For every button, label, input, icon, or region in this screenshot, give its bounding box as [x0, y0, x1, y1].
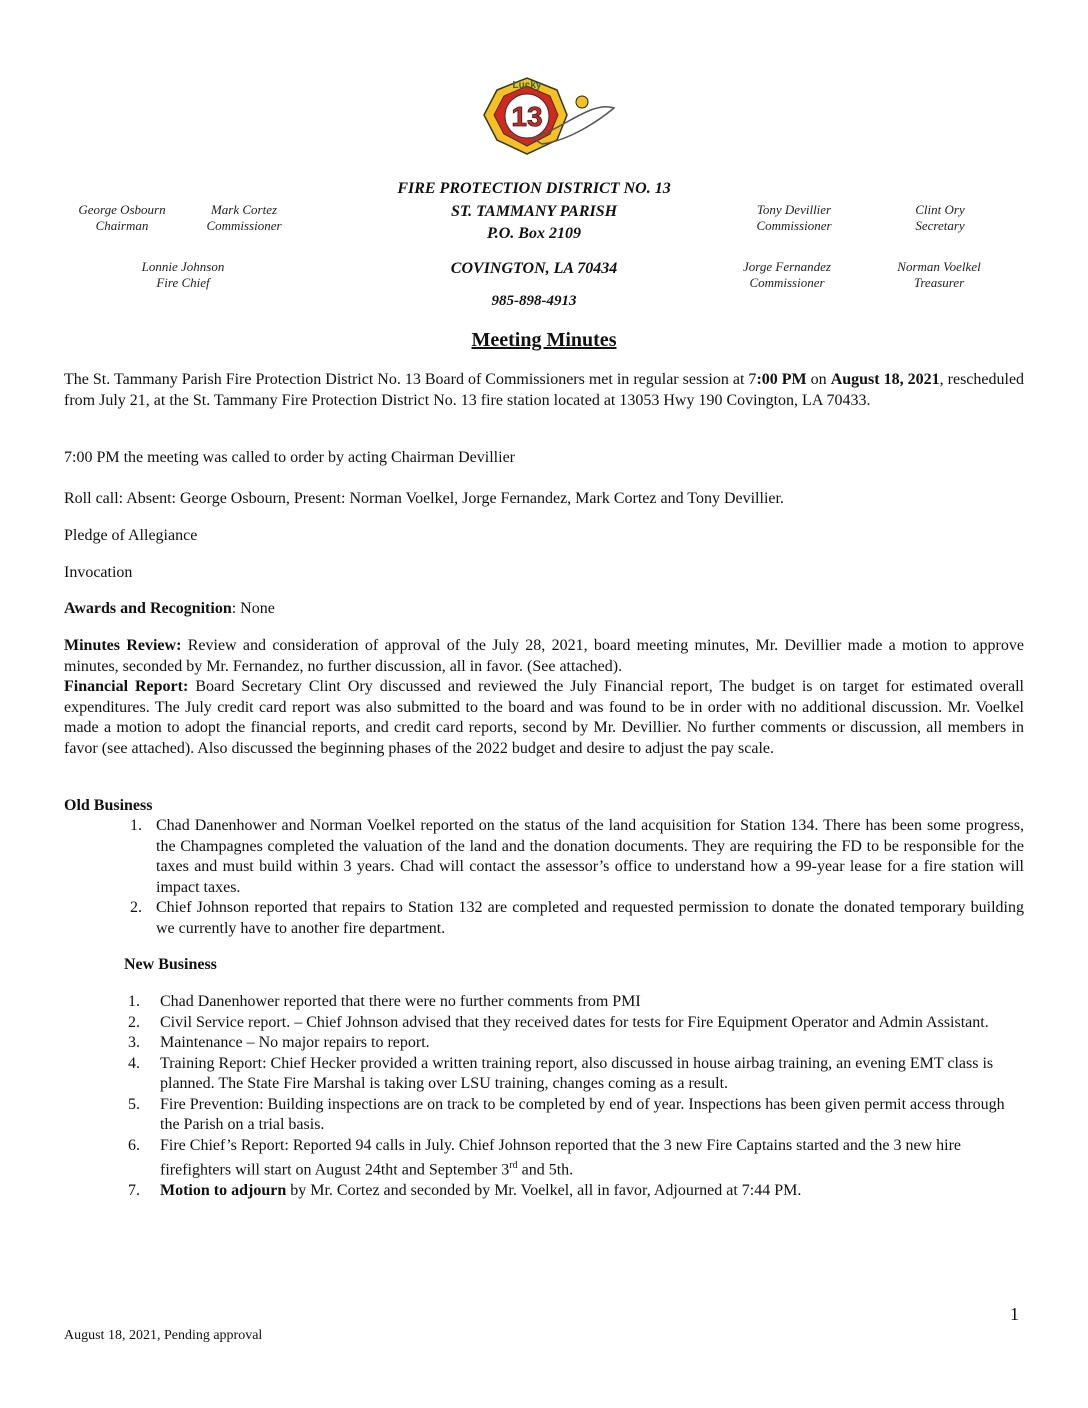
pledge: Pledge of Allegiance [64, 527, 198, 544]
old-business-heading: Old Business [64, 797, 153, 814]
old-business-list [64, 816, 1024, 939]
header-city: COVINGTON, LA 70434 [450, 260, 618, 277]
official-commissioner-cortez: Mark Cortez Commissioner [206, 202, 282, 233]
call-to-order: 7:00 PM the meeting was called to order by acting Chairman Devillier [64, 449, 515, 466]
list-item: 1. Chad Danenhower reported that there were no further comments from PMI [128, 993, 641, 1010]
new-business-list [64, 992, 1024, 1201]
list-item: 1. Chad Danenhower and Norman Voelkel reported on the status of the land acquisition for Station 134. There has been some progress, the Champagnes completed the valuation of the land and the donation documents. They are requiring the FD to be responsible for the taxes and must build within 3 years. Chad will contact the assessor’s office to understand how a 99-year lease for a fire station will impact taxes. [130, 817, 1024, 896]
list-item: 6. Fire Chief’s Report: Reported 94 calls in July. Chief Johnson reported that the 3 new Fire Captains started and the 3 new hire firefighters will start on August 24tht and September 3rd and 5th. [128, 1136, 962, 1179]
official-secretary: Clint Ory Secretary [915, 202, 965, 233]
bee-icon [576, 96, 588, 108]
list-item: 3. Maintenance – No major repairs to report. [128, 1034, 430, 1051]
logo-banner: Lucky [512, 80, 542, 91]
page-title: Meeting Minutes [471, 329, 617, 351]
minutes-review: Minutes Review: Review and consideration of approval of the July 28, 2021, board meeting minutes, Mr. Devillier made a motion to approve minutes, seconded by Mr. Fernandez, no further discussion, all in favor. (See attached). [64, 637, 1024, 675]
logo-number: 13 [511, 101, 543, 132]
fire-district-logo [472, 70, 617, 160]
intro-paragraph: The St. Tammany Parish Fire Protection District No. 13 Board of Commissioners met in regular session at 7:00 PM on August 18, 2021, rescheduled from July 21, at the St. Tammany Fire Protection District No. 13 fire station located at 13053 Hwy 190 Covington, LA 70433. [64, 371, 1025, 409]
official-commissioner-fernandez: Jorge Fernandez Commissioner [743, 259, 831, 290]
new-business-heading: New Business [124, 956, 217, 973]
roll-call: Roll call: Absent: George Osbourn, Present: Norman Voelkel, Jorge Fernandez, Mark Cortez and Tony Devillier. [64, 490, 784, 507]
header-parish: ST. TAMMANY PARISH [450, 203, 618, 220]
page-number: 1 [1010, 1304, 1019, 1324]
header-district-name: FIRE PROTECTION DISTRICT NO. 13 [397, 180, 671, 197]
footer-status: August 18, 2021, Pending approval [64, 1328, 263, 1343]
list-item: 2. Civil Service report. – Chief Johnson advised that they received dates for tests for Fire Equipment Operator and Admin Assistant. [128, 1013, 989, 1031]
official-commissioner-devillier: Tony Devillier Commissioner [756, 202, 832, 233]
invocation: Invocation [64, 564, 133, 581]
financial-report: Financial Report: Board Secretary Clint Ory discussed and reviewed the July Financial report, The budget is on target for estimated overall expenditures. The July credit card report was also submitted to the board and was found to be in order with no additional discussion. Mr. Voelkel made a motion to adopt the financial reports, and credit card reports, second by Mr. Devillier. No further comments or discussion, all members in favor (see attached). Also discussed the beginning phases of the 2022 budget and desire to adjust the pay scale. [64, 678, 1025, 757]
list-item: 5. Fire Prevention: Building inspections are on track to be completed by end of year. Inspections has been given permit access through the Parish on a trial basis. [128, 1095, 1005, 1133]
list-item: 2. Chief Johnson reported that repairs to Station 132 are completed and requested permission to donate the donated temporary building we currently have to another fire department. [130, 899, 1024, 937]
official-treasurer: Norman Voelkel Treasurer [897, 259, 981, 290]
official-chairman: George Osbourn Chairman [78, 202, 166, 233]
official-fire-chief: Lonnie Johnson Fire Chief [141, 259, 225, 290]
header-phone: 985-898-4913 [491, 293, 577, 309]
awards-recognition: Awards and Recognition: None [64, 600, 275, 617]
list-item: 7. Motion to adjourn by Mr. Cortez and seconded by Mr. Voelkel, all in favor, Adjourned at 7:44 PM. [128, 1181, 802, 1199]
header-po-box: P.O. Box 2109 [487, 225, 581, 242]
list-item: 4. Training Report: Chief Hecker provided a written training report, also discussed in house airbag training, an evening EMT class is planned. The State Fire Marshal is taking over LSU training, changes coming as a result. [128, 1054, 994, 1092]
